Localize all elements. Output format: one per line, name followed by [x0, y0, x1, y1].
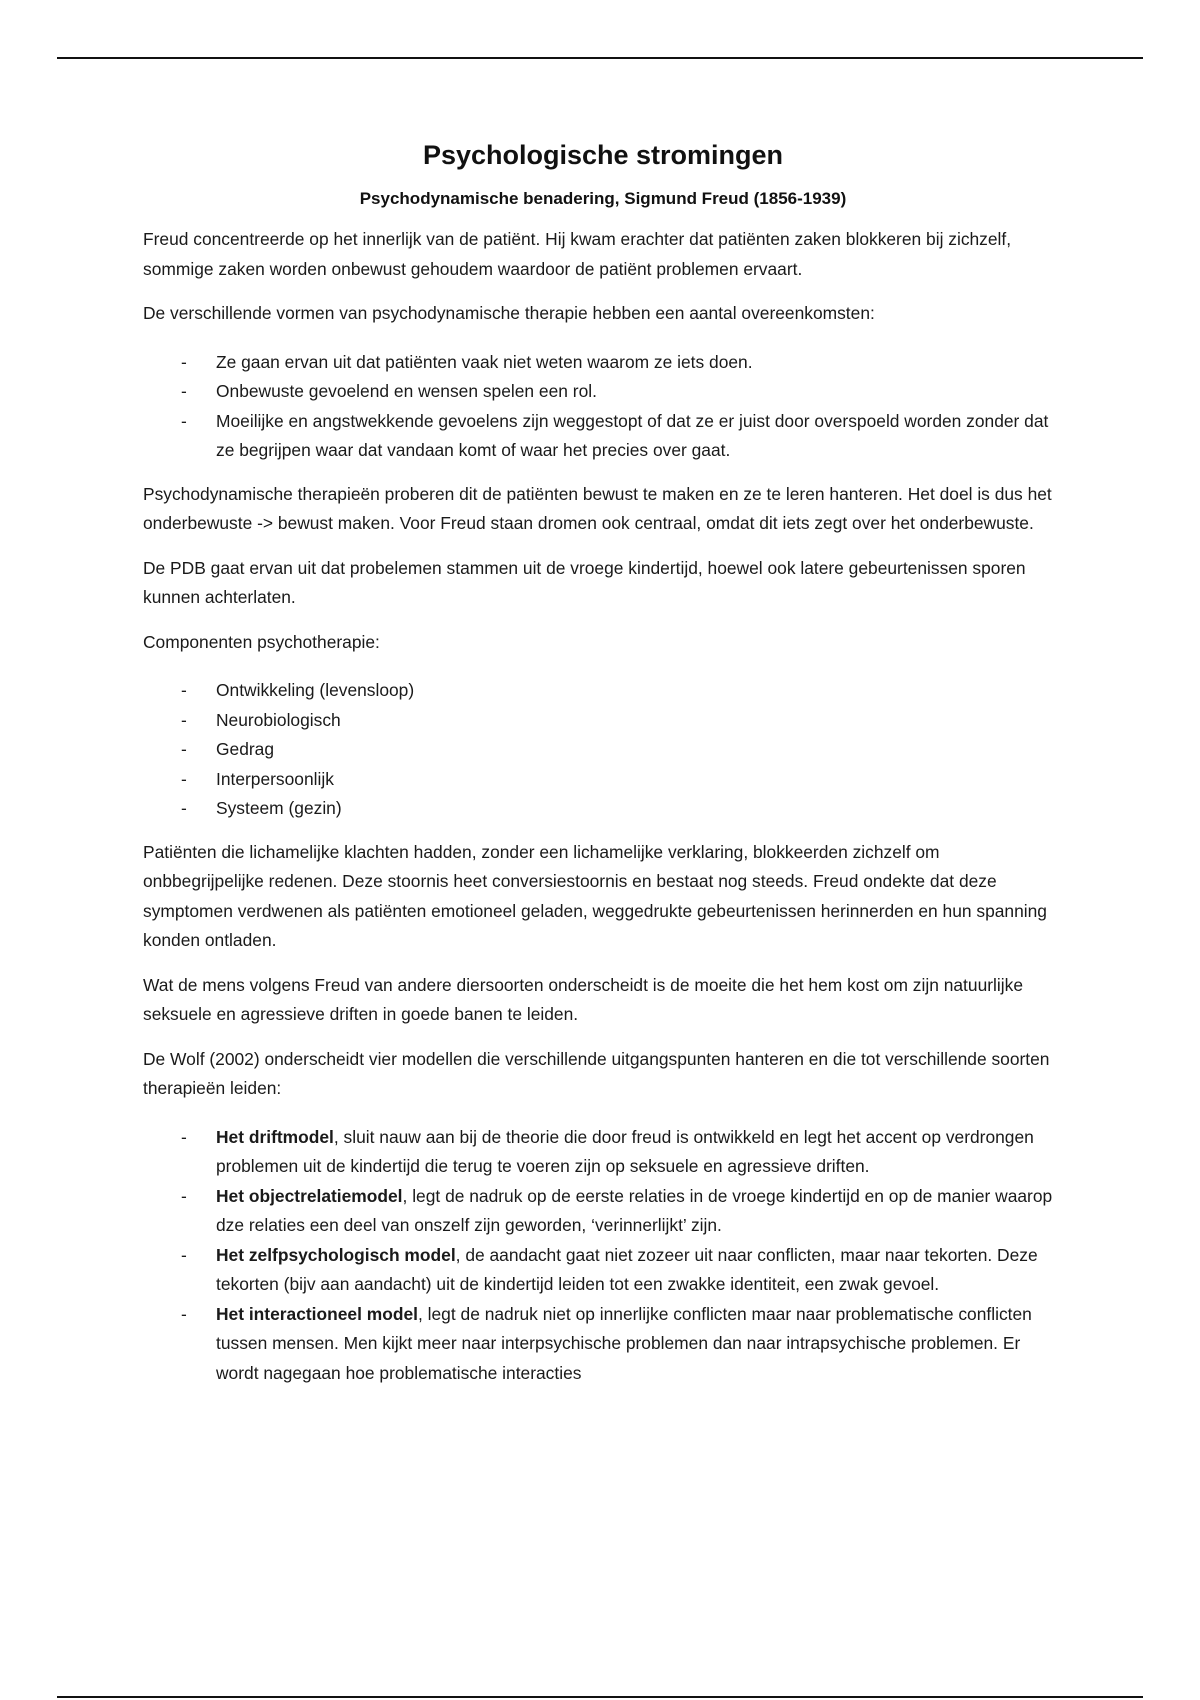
paragraph-therapieen: Psychodynamische therapieën proberen dit de patiënten bewust te maken en ze te leren hanteren. Het doel is dus het onderbewuste -> bewust maken. Voor Freud staan dromen ook centraal, omdat dit iets zegt over het onderbewuste.: [143, 483, 1052, 533]
paragraph-intro: Freud concentreerde op het innerlijk van de patiënt. Hij kwam erachter dat patiënten zaken blokkeren bij zichzelf, sommige zaken worden onbewust gehoudem waardoor de patiënt problemen ervaart.: [143, 229, 1012, 279]
bullet-dash: -: [181, 768, 187, 789]
model-term: Het objectrelatiemodel: [216, 1185, 403, 1206]
list-overeenkomsten: [143, 348, 1063, 466]
header-rule: [57, 57, 1143, 59]
list-item: [143, 407, 1063, 466]
bullet-dash: -: [181, 739, 187, 759]
bullet-dash: -: [181, 1244, 187, 1265]
list-item-text: Moeilijke en angstwekkende gevoelens zijn weggestopt of dat ze er juist door overspoeld worden zonder dat ze begrijpen waar dat vandaan komt of waar het precies over gaat.: [216, 410, 1049, 460]
paragraph-pdb: De PDB gaat ervan uit dat probelemen stammen uit de vroege kindertijd, hoewel ook latere gebeurtenissen sporen kunnen achterlaten.: [143, 557, 1026, 607]
list-item: [143, 676, 1063, 706]
paragraph-de-wolf: De Wolf (2002) onderscheidt vier modellen die verschillende uitgangspunten hanteren en die tot verschillende soorten therapieën leiden:: [143, 1048, 1050, 1098]
document-title: Psychologische stromingen: [422, 140, 784, 170]
bullet-dash: -: [181, 381, 187, 401]
list-item: [143, 1300, 1063, 1389]
document-subtitle: Psychodynamische benadering, Sigmund Freud (1856-1939): [359, 189, 847, 208]
list-item: [143, 377, 1063, 407]
list-item-text: Systeem (gezin): [216, 798, 342, 818]
list-item-text: Ontwikkeling (levensloop): [216, 680, 415, 700]
model-description: , sluit nauw aan bij de theorie die door freud is ontwikkeld en legt het accent op verdrongen problemen uit de kindertijd die terug te voeren zijn op seksuele en agressieve driften.: [216, 1126, 1034, 1176]
list-item-text: Onbewuste gevoelend en wensen spelen een rol.: [216, 381, 597, 401]
list-item: [143, 1182, 1063, 1241]
list-item: [143, 348, 1063, 378]
model-term: Het interactioneel model: [216, 1303, 418, 1324]
bullet-dash: -: [181, 798, 187, 818]
bullet-dash: -: [181, 1303, 187, 1324]
list-item: [143, 735, 1063, 765]
model-description: , legt de nadruk op de eerste relaties in de vroege kindertijd en op de manier waarop dze relaties een deel van onszelf zijn geworden, ‘verinnerlijkt’ zijn.: [216, 1185, 1053, 1235]
list-componenten: [143, 676, 1063, 824]
footer-rule: [57, 1696, 1143, 1698]
list-item-text: Ze gaan ervan uit dat patiënten vaak niet weten waarom ze iets doen.: [216, 351, 753, 372]
bullet-dash: -: [181, 410, 187, 431]
bullet-dash: -: [181, 680, 187, 700]
paragraph-conversiestoornis: Patiënten die lichamelijke klachten hadden, zonder een lichamelijke verklaring, blokkeerden zichzelf om onbbegrijpelijke redenen. Deze stoornis heet conversiestoornis en bestaat nog steeds. Freud ondekte dat deze symptomen verdwenen als patiënten emotioneel geladen, weggedrukte gebeurtenissen herinnerden en hun spanning konden ontladen.: [143, 841, 1047, 950]
document-page: [143, 140, 1063, 1402]
bullet-dash: -: [181, 351, 187, 372]
list-item-text: Interpersoonlijk: [216, 768, 334, 789]
bullet-dash: -: [181, 709, 187, 730]
paragraph-overeenkomsten: De verschillende vormen van psychodynamische therapie hebben een aantal overeenkomsten:: [143, 303, 875, 323]
list-modellen: [143, 1123, 1063, 1389]
model-description: , legt de nadruk niet op innerlijke conflicten maar naar problematische conflicten tussen mensen. Men kijkt meer naar interpsychische problemen dan naar intrapsychische problemen. Er wordt nagegaan hoe problematische interacties: [216, 1303, 1032, 1383]
bullet-dash: -: [181, 1185, 187, 1206]
model-term: Het zelfpsychologisch model: [216, 1244, 456, 1265]
list-item-text: Gedrag: [216, 739, 275, 759]
bullet-dash: -: [181, 1126, 187, 1147]
paragraph-driften: Wat de mens volgens Freud van andere diersoorten onderscheidt is de moeite die het hem kost om zijn natuurlijke seksuele en agressieve driften in goede banen te leiden.: [143, 974, 1023, 1024]
list-item: [143, 765, 1063, 795]
paragraph-componenten: Componenten psychotherapie:: [143, 631, 380, 652]
list-item: [143, 706, 1063, 736]
model-description: , de aandacht gaat niet zozeer uit naar conflicten, maar naar tekorten. Deze tekorten (bijv aan aandacht) uit de kindertijd leiden tot een zwakke identiteit, een zwak gevoel.: [216, 1244, 1038, 1294]
list-item: [143, 1123, 1063, 1182]
list-item: [143, 1241, 1063, 1300]
list-item: [143, 794, 1063, 824]
list-item-text: Neurobiologisch: [216, 709, 341, 730]
model-term: Het driftmodel: [216, 1126, 334, 1147]
